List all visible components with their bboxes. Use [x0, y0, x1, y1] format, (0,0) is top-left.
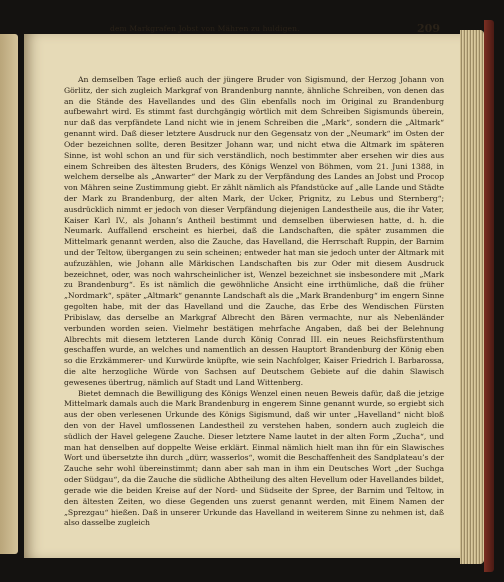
paragraph: An demselben Tage erließ auch der jüngere Bruder von Sigismund, der Herzog Johann von Görlitz, der sich zugleich Markgraf von Brandenburg nannte, ähnliche Schreiben, von denen das an die Stände des Havellandes und des Glin ebenfalls noch im Original zu Brandenburg aufbewahrt wird. Es stimmt fast durchgängig wörtlich mit dem Schreiben Sigismunds überein, nur daß das verpfändete Land nicht wie in jenem Schreiben die „Mark“, sondern die „Altmark“ genannt wird. Daß dieser letztere Ausdruck nur den Gegensatz von der „Neumark“ im Osten der Oder bezeichnen sollte, deren Besitzer Johann war, und nicht etwa die Altmark im späteren Sinne, ist wohl schon an und für sich verständlich, noch bestimmter aber ersehen wir dies aus einem Schreiben des ältesten Bruders, des Königs Wenzel von Böhmen, vom 21. Juni 1388, in welchem derselbe als „Anwarter“ der Mark zu der Verpfändung des Landes an Jobst und Procop von Mähren seine Zustimmung giebt. Er zählt nämlich als Pfandstücke auf „alle Lande und Städte der Mark zu Brandenburg, der alten Mark, der Ucker, Prignitz, zu Lebus und Sternberg“; ausdrücklich nimmt er jedoch von dieser Verpfändung diejenigen Landestheile aus, die ihr Vater, Kaiser Karl IV., als Johann’s Antheil bestimmt und demselben überwiesen hatte, d. h. die Neumark. Auffallend erscheint es hierbei, daß die Landschaften, die später zusammen die Mittelmark genannt werden, also die Zauche, das Havelland, die Herrschaft Ruppin, der Barnim und der Teltow, übergangen zu sein scheinen; entweder hat man sie jedoch unter der Altmark mit aufzuzählen, wie Johann alle Märkischen Landschaften bis zur Oder mit diesem Ausdruck bezeichnet, oder, was noch wahrscheinlicher ist, Wenzel bezeichnet sie insbesondere mit „Mark zu Brandenburg“. Es ist nämlich die gewöhnliche Ansicht eine irrthümliche, daß die früher „Nordmark“, später „Altmark“ genannte Landschaft als die „Mark Brandenburg“ im engern Sinne gegolten habe, mit der das Havelland und die Zauche, das Erbe des Wendischen Fürsten Pribislaw, das derselbe an Markgraf Albrecht den Bären vermachte, nur als Nebenländer verbunden worden seien. Vielmehr bestätigen mehrfache Angaben, daß bei der Belehnung Albrechts mit diesem letzteren Lande durch König Conrad III. ein neues Reichsfürstenthum geschaffen wurde, an welches und namentlich an dessen Hauptort Brandenburg der König eben so die Erzkämmerer- und Kurwürde knüpfte, wie sein Nachfolger, Kaiser Friedrich I. Barbarossa, die alte herzogliche Würde von Sachsen auf Deutschem Gebiete auf die dahin Slawisch gewesenes übertrug, nämlich auf Stadt und Land Wittenberg. [64, 75, 444, 387]
running-header [24, 22, 460, 36]
running-title: dem Markgrafen Jobst von Mähren zu huldigen. [110, 24, 300, 33]
page-stack-edge [460, 30, 484, 564]
paragraph: Bietet demnach die Bewilligung des Königs Wenzel einen neuen Beweis dafür, daß die jetzige Mittelmark damals auch die Mark Brandenburg in engerem Sinne genannt wurde, so ergiebt sich aus der oben verlesenen Urkunde des Königs Sigismund, daß wir unter „Havelland“ nicht bloß den von der Havel umflossenen Landestheil zu verstehen haben, sondern auch zugleich die südlich der Havel gelegene Zauche. Dieser letztere Name lautet in der alten Form „Zucha“, und man hat denselben auf doppelte Weise erklärt. Einmal nämlich hielt man ihn für ein Slawisches Wort und übersetzte ihn durch „dürr, wasserlos“, womit die Beschaffenheit des Sandplateau’s der Zauche sehr wohl übereinstimmt; dann aber sah man in ihm ein Deutsches Wort „der Suchga oder Südgau“, da die Zauche die südliche Abtheilung des alten Hevellum oder Havellandes bildet, gerade wie die beiden Kreise auf der Nord- und Südseite der Spree, der Barnim und Teltow, in den ältesten Zeiten, wo diese Gegenden uns zuerst genannt werden, mit Einem Namen der „Sprezgau“ hießen. Daß in unserer Urkunde das Havelland in weiterem Sinne zu nehmen ist, daß also dasselbe zugleich [64, 388, 444, 528]
book-cover-edge [484, 20, 494, 572]
left-page-edge [0, 34, 18, 554]
page-number: 209 [417, 22, 440, 35]
page-body [64, 75, 444, 529]
